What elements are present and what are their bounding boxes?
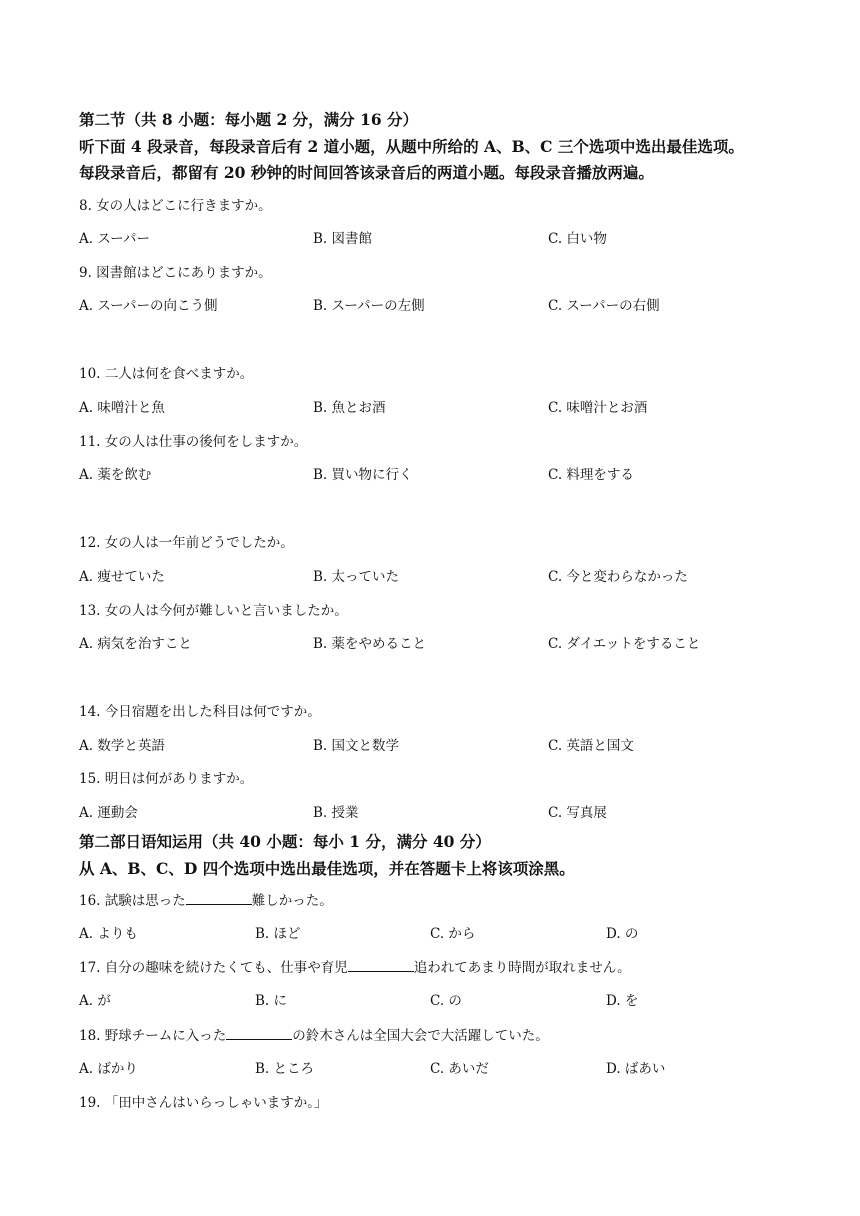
- question-stem: [79, 889, 333, 909]
- question-stem: 12. 女の人は一年前どうでしたか。: [79, 535, 294, 551]
- stem-before-blank: 16. 試験は思った: [79, 893, 186, 909]
- option-b: B. に: [255, 993, 288, 1009]
- section-heading: 第二节（共 8 小题：每小题 2 分，满分 16 分）: [79, 110, 419, 129]
- stem-before-blank: 18. 野球チームに入った: [79, 1028, 227, 1044]
- option-c: C. あいだ: [430, 1061, 489, 1077]
- option-c: C. スーパーの右側: [548, 298, 660, 314]
- stem-after-blank: 追われてあまり時間が取れません。: [413, 960, 631, 976]
- option-b: B. 薬をやめること: [313, 636, 427, 652]
- option-d: D. ばあい: [606, 1061, 666, 1077]
- question-stem: [79, 1024, 549, 1044]
- options-row: [79, 801, 839, 821]
- option-b: B. 魚とお酒: [313, 400, 386, 416]
- part-instruction: 从 A、B、C、D 四个选项中选出最佳选项，并在答题卡上将该项涂黑。: [79, 859, 575, 878]
- option-d: D. の: [606, 926, 639, 942]
- option-a: A. 数学と英語: [79, 738, 165, 754]
- option-b: B. ところ: [255, 1061, 315, 1077]
- answer-blank: [348, 959, 414, 972]
- stem-before-blank: 17. 自分の趣味を続けたくても、仕事や育児: [79, 960, 348, 976]
- stem-after-blank: の鈴木さんは全国大会で大活躍していた。: [292, 1028, 549, 1044]
- option-b: B. ほど: [255, 926, 301, 942]
- question-stem: 11. 女の人は仕事の後何をしますか。: [79, 434, 308, 450]
- question-stem: 13. 女の人は今何が難しいと言いましたか。: [79, 603, 348, 619]
- option-a: A. ばかり: [79, 1061, 138, 1077]
- question-stem: 9. 図書館はどこにありますか。: [79, 265, 272, 281]
- option-a: A. 薬を飲む: [79, 467, 152, 483]
- option-d: D. を: [606, 993, 639, 1009]
- part-heading: 第二部日语知运用（共 40 小题：每小 1 分，满分 40 分）: [79, 832, 491, 851]
- option-a: A. 病気を治すこと: [79, 636, 192, 652]
- option-c: C. 写真展: [548, 805, 607, 821]
- option-c: C. から: [430, 926, 476, 942]
- option-a: A. が: [79, 993, 111, 1009]
- option-b: B. 図書館: [313, 231, 373, 247]
- option-c: C. ダイエットをすること: [548, 636, 701, 652]
- question-stem: 8. 女の人はどこに行きますか。: [79, 198, 272, 214]
- option-b: B. 授業: [313, 805, 359, 821]
- option-c: C. の: [430, 993, 462, 1009]
- option-a: A. よりも: [79, 926, 138, 942]
- options-row: [79, 989, 839, 1009]
- stem-after-blank: 難しかった。: [251, 893, 333, 909]
- option-b: B. スーパーの左側: [313, 298, 425, 314]
- option-b: B. 買い物に行く: [313, 467, 413, 483]
- options-row: [79, 632, 839, 652]
- question-stem: 15. 明日は何がありますか。: [79, 771, 254, 787]
- section-instruction-1: 听下面 4 段录音，每段录音后有 2 道小题，从题中所给的 A、B、C 三个选项中选出最佳选项。: [79, 137, 744, 156]
- option-c: C. 英語と国文: [548, 738, 634, 754]
- option-a: A. スーパーの向こう側: [79, 298, 218, 314]
- answer-blank: [226, 1027, 292, 1040]
- options-row: [79, 1057, 839, 1077]
- question-stem: 14. 今日宿題を出した科目は何ですか。: [79, 704, 321, 720]
- option-c: C. 今と変わらなかった: [548, 569, 688, 585]
- question-stem: 10. 二人は何を食べますか。: [79, 366, 254, 382]
- options-row: [79, 227, 839, 247]
- option-c: C. 味噌汁とお酒: [548, 400, 648, 416]
- options-row: [79, 734, 839, 754]
- section-instruction-2: 每段录音后，都留有 20 秒钟的时间回答该录音后的两道小题。每段录音播放两遍。: [79, 163, 654, 182]
- option-c: C. 白い物: [548, 231, 607, 247]
- option-a: A. スーパー: [79, 231, 150, 247]
- option-b: B. 国文と数学: [313, 738, 400, 754]
- options-row: [79, 294, 839, 314]
- options-row: [79, 922, 839, 942]
- question-stem: [79, 956, 631, 976]
- options-row: [79, 396, 839, 416]
- options-row: [79, 463, 839, 483]
- option-a: A. 痩せていた: [79, 569, 165, 585]
- option-a: A. 運動会: [79, 805, 138, 821]
- option-b: B. 太っていた: [313, 569, 400, 585]
- options-row: [79, 565, 839, 585]
- question-stem: 19. 「田中さんはいらっしゃいますか。」: [79, 1095, 328, 1111]
- answer-blank: [186, 892, 252, 905]
- option-c: C. 料理をする: [548, 467, 634, 483]
- option-a: A. 味噌汁と魚: [79, 400, 165, 416]
